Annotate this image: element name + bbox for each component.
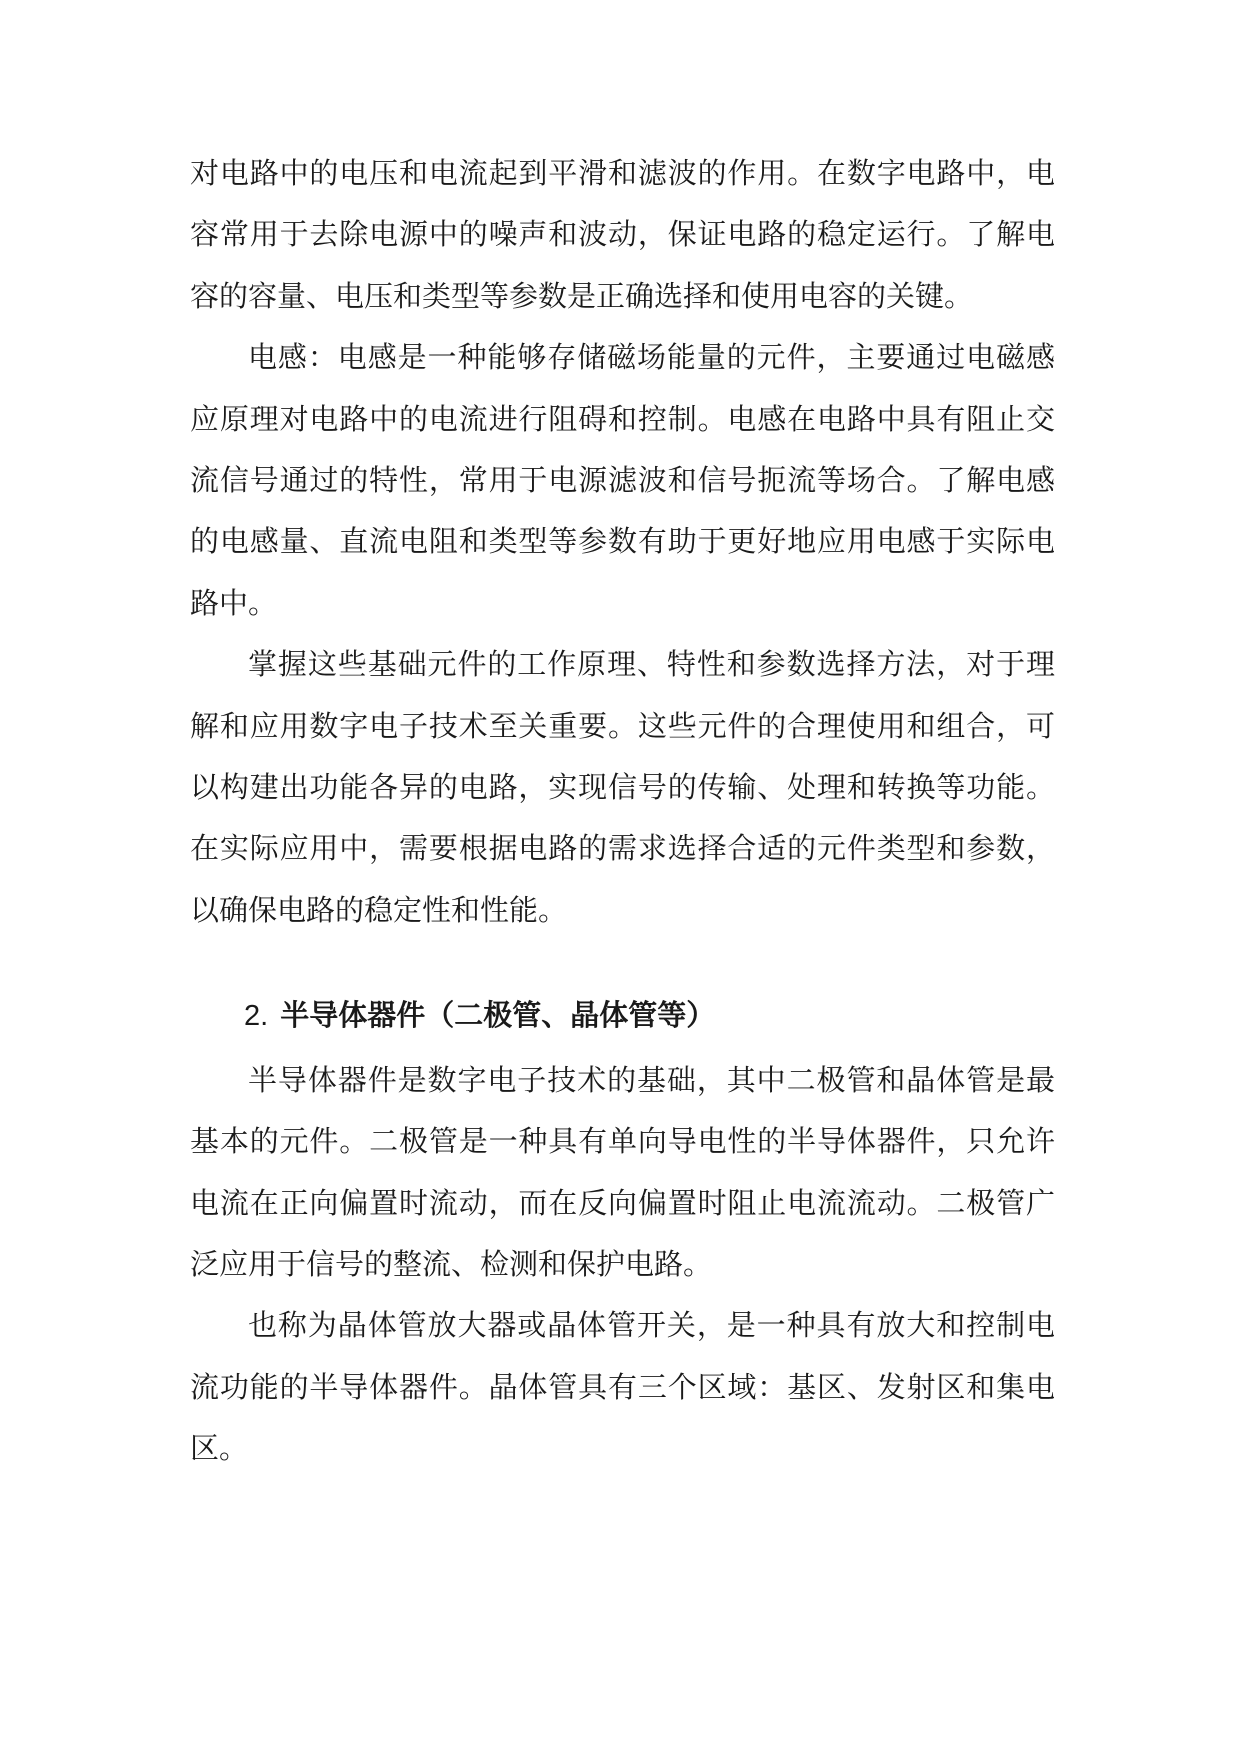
document-body: [190, 143, 1055, 1480]
section-heading: [190, 985, 1055, 1047]
section-number: 2.: [244, 1000, 269, 1033]
paragraph-transistor: 也称为晶体管放大器或晶体管开关，是一种具有放大和控制电流功能的半导体器件。晶体管具有三个区域：基区、发射区和集电区。: [190, 1308, 1055, 1466]
paragraph-semiconductor-intro: 半导体器件是数字电子技术的基础，其中二极管和晶体管是最基本的元件。二极管是一种具有单向导电性的半导体器件，只允许电流在正向偏置时流动，而在反向偏置时阻止电流流动。二极管广泛应用于信号的整流、检测和保护电路。: [190, 1062, 1055, 1281]
paragraph-inductor: 电感：电感是一种能够存储磁场能量的元件，主要通过电磁感应原理对电路中的电流进行阻碍和控制。电感在电路中具有阻止交流信号通过的特性，常用于电源滤波和信号扼流等场合。了解电感的电感量、直流电阻和类型等参数有助于更好地应用电感于实际电路中。: [190, 340, 1055, 620]
paragraph-capacitor-continuation: 对电路中的电压和电流起到平滑和滤波的作用。在数字电路中，电容常用于去除电源中的噪声和波动，保证电路的稳定运行。了解电容的容量、电压和类型等参数是正确选择和使用电容的关键。: [190, 156, 1055, 313]
paragraph-summary: 掌握这些基础元件的工作原理、特性和参数选择方法，对于理解和应用数字电子技术至关重要。这些元件的合理使用和组合，可以构建出功能各异的电路，实现信号的传输、处理和转换等功能。在实际应用中，需要根据电路的需求选择合适的元件类型和参数，以确保电路的稳定性和性能。: [190, 647, 1055, 927]
section-title: 半导体器件（二极管、晶体管等）: [280, 998, 716, 1033]
section-heading-wrap: [190, 985, 1055, 1047]
